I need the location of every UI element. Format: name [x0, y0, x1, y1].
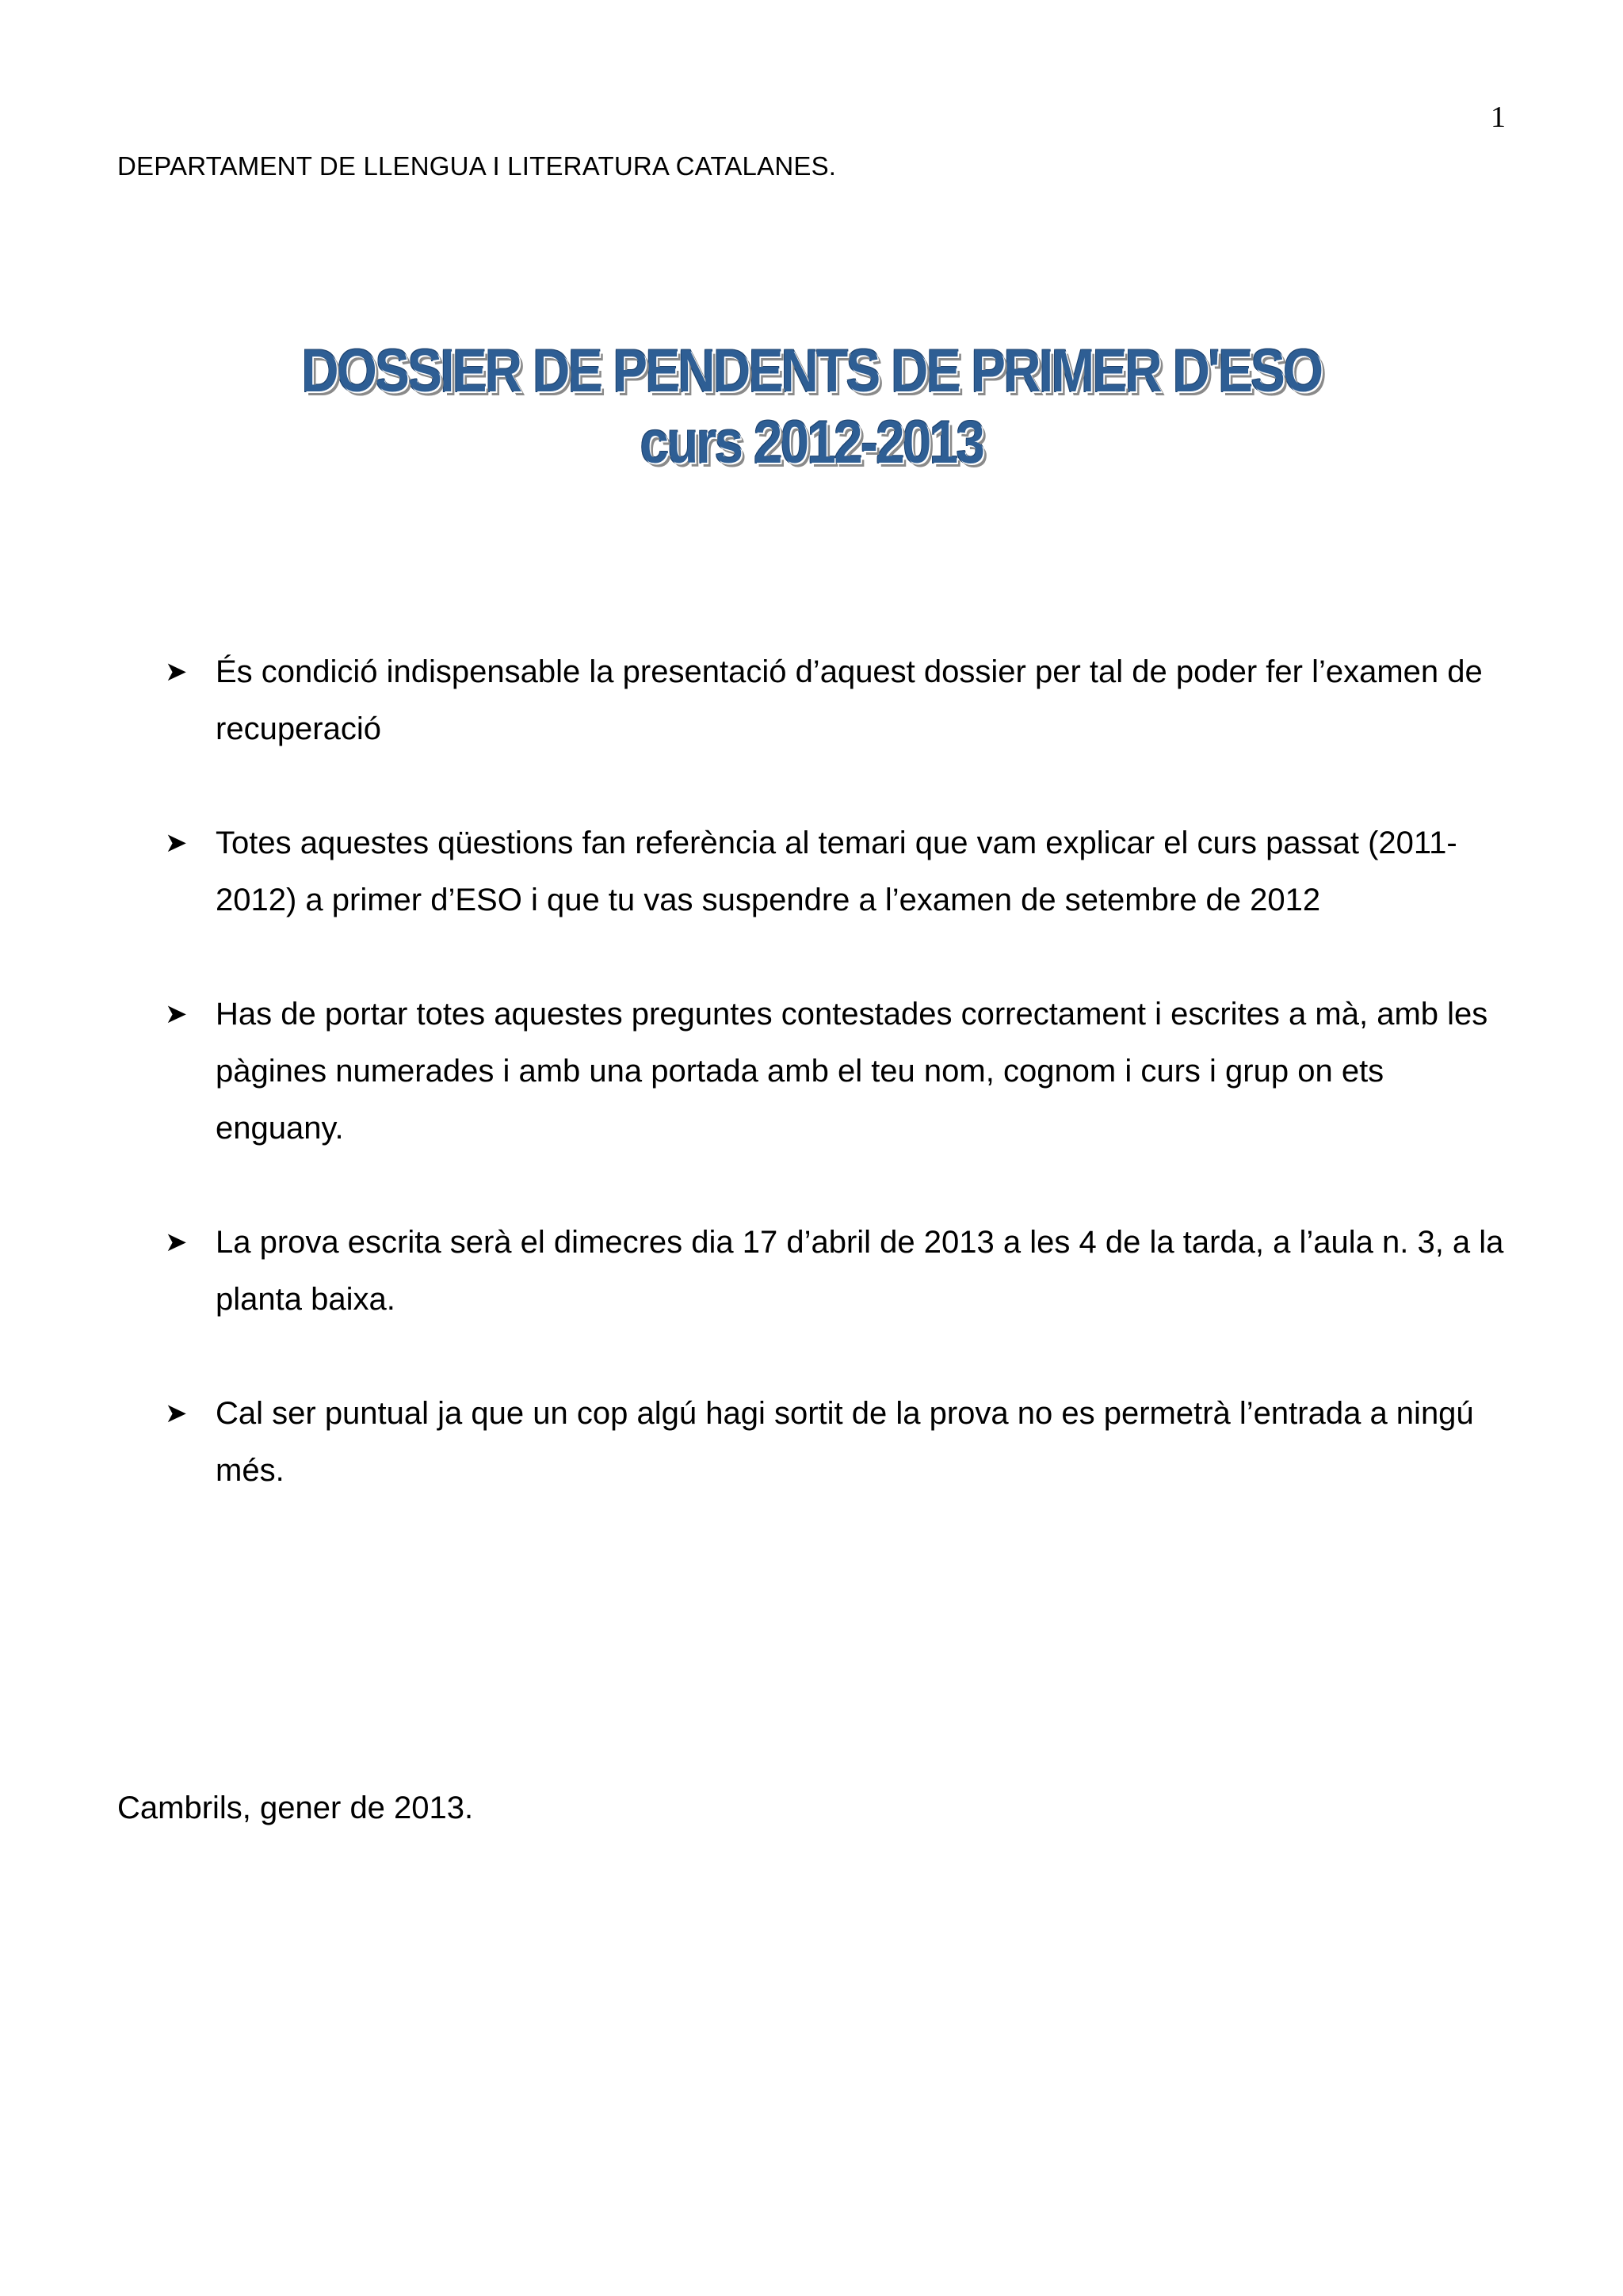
title-line-2: curs 2012-2013 [640, 409, 983, 476]
list-item [165, 986, 1512, 1157]
document-title [0, 336, 1623, 479]
list-item-text: Has de portar totes aquestes preguntes contestades correctament i escrites a mà, amb les pàgines numerades i amb una portada amb el teu nom, cognom i curs i grup on ets enguany. [216, 997, 1488, 1146]
list-item [165, 1214, 1512, 1328]
arrowhead-bullet-icon: ➤ [165, 999, 188, 1029]
page-number: 1 [1491, 101, 1506, 134]
list-item-text: És condició indispensable la presentació d’aquest dossier per tal de poder fer l’examen de recuperació [216, 654, 1483, 746]
arrowhead-bullet-icon: ➤ [165, 657, 188, 687]
arrowhead-bullet-icon: ➤ [165, 828, 188, 858]
instructions-list [165, 643, 1512, 1556]
list-item-text: Totes aquestes qüestions fan referència al temari que vam explicar el curs passat (2011-2012) a primer d’ESO i que tu vas suspendre a l’examen de setembre de 2012 [216, 826, 1457, 917]
title-line-1: DOSSIER DE PENDENTS DE PRIMER D'ESO [301, 338, 1322, 405]
department-header: DEPARTAMENT DE LLENGUA I LITERATURA CATALANES. [117, 151, 837, 181]
list-item [165, 1385, 1512, 1499]
list-item-text: La prova escrita serà el dimecres dia 17 d’abril de 2013 a les 4 de la tarda, a l’aula n. 3, a la planta baixa. [216, 1225, 1504, 1317]
list-item [165, 814, 1512, 929]
arrowhead-bullet-icon: ➤ [165, 1398, 188, 1428]
arrowhead-bullet-icon: ➤ [165, 1227, 188, 1257]
closing-date-line: Cambrils, gener de 2013. [117, 1791, 474, 1825]
list-item [165, 643, 1512, 757]
list-item-text: Cal ser puntual ja que un cop algú hagi sortit de la prova no es permetrà l’entrada a ningú més. [216, 1396, 1474, 1488]
